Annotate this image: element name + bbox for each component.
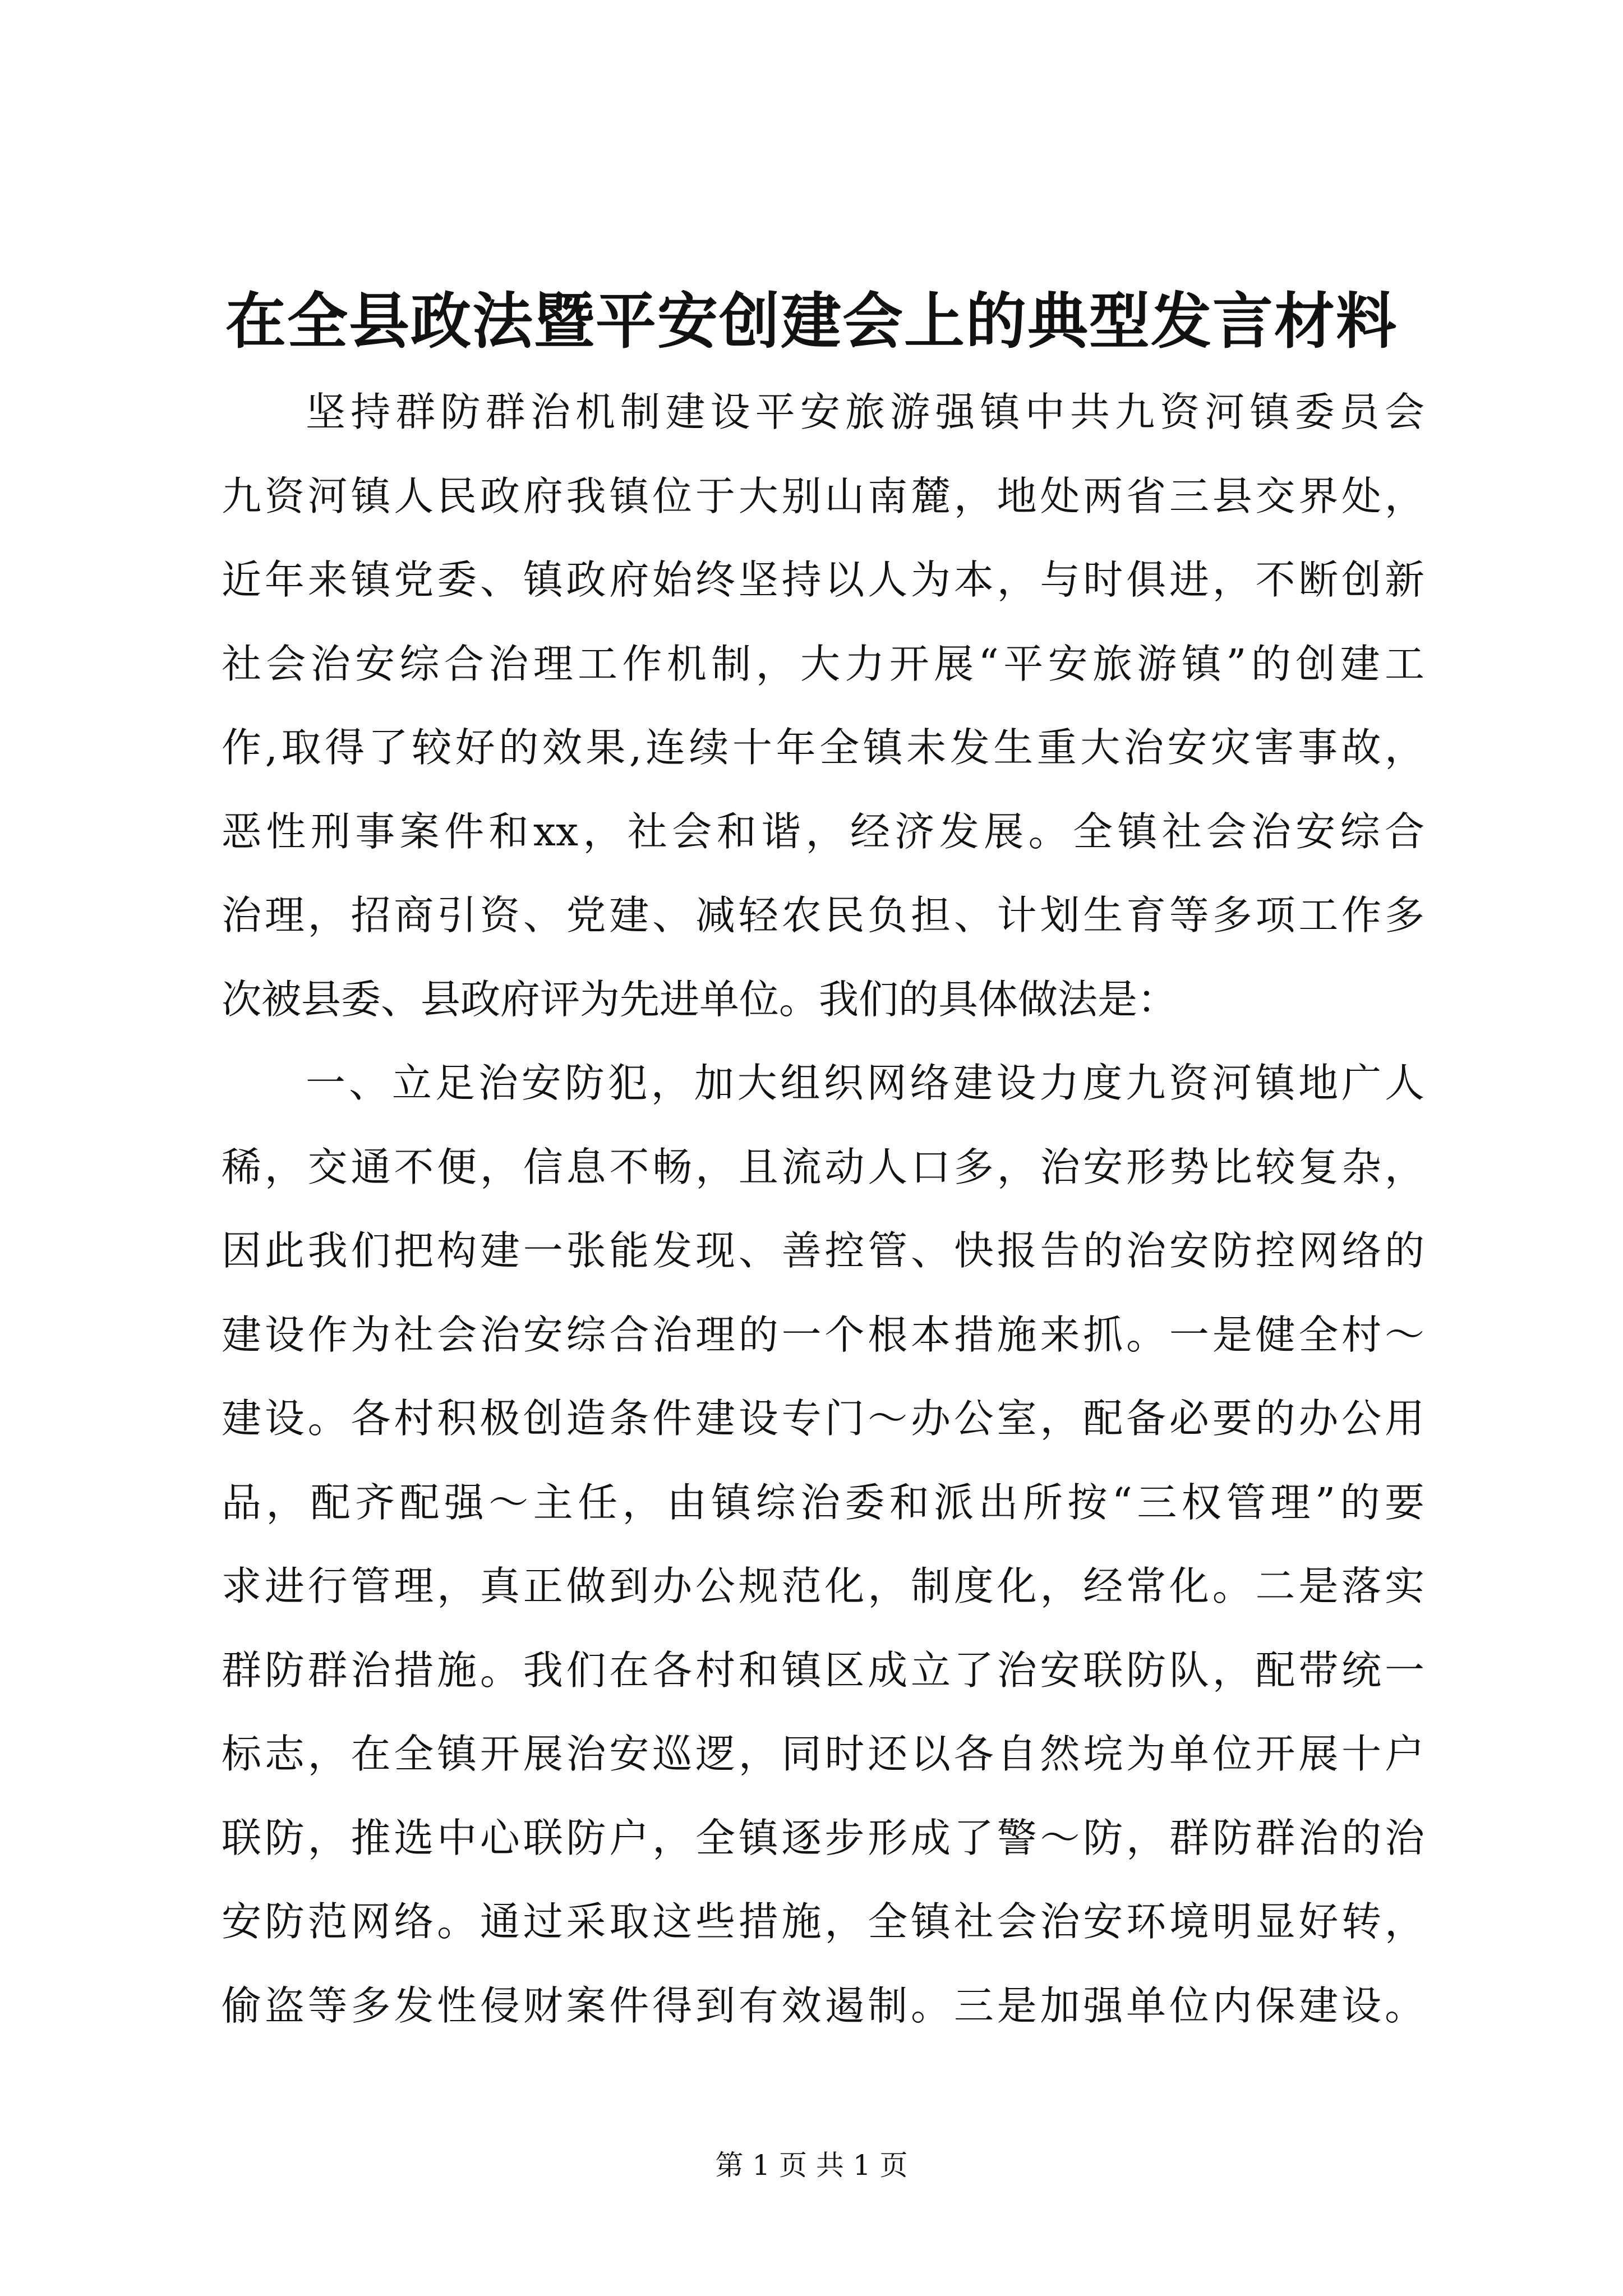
body-line: 恶性刑事案件和xx，社会和谐，经济发展。全镇社会治安综合 <box>222 808 1424 855</box>
body-line: 作,取得了较好的效果,连续十年全镇未发生重大治安灾害事故， <box>222 724 1424 771</box>
body-line: 标志，在全镇开展治安巡逻，同时还以各自然垸为单位开展十户 <box>222 1731 1424 1777</box>
body-line: 近年来镇党委、镇政府始终坚持以人为本，与时俱进，不断创新 <box>222 556 1424 603</box>
body-line: 建设作为社会治安综合治理的一个根本措施来抓。一是健全村～ <box>222 1311 1424 1358</box>
body-line: 偷盗等多发性侵财案件得到有效遏制。三是加强单位内保建设。 <box>222 1982 1424 2029</box>
body-line: 九资河镇人民政府我镇位于大别山南麓，地处两省三县交界处， <box>222 472 1424 519</box>
body-line: 安防范网络。通过采取这些措施，全镇社会治安环境明显好转， <box>222 1898 1424 1945</box>
body-line: 品，配齐配强～主任，由镇综治委和派出所按“三权管理”的要 <box>222 1479 1424 1526</box>
document-body <box>222 370 1424 2047</box>
body-line: 求进行管理，真正做到办公规范化，制度化，经常化。二是落实 <box>222 1563 1424 1609</box>
body-line: 群防群治措施。我们在各村和镇区成立了治安联防队，配带统一 <box>222 1646 1424 1694</box>
body-line: 一、立足治安防犯，加大组织网络建设力度九资河镇地广人 <box>306 1060 1424 1106</box>
body-line: 次被县委、县政府评为先进单位。我们的具体做法是： <box>222 976 1178 1023</box>
body-line: 稀，交通不便，信息不畅，且流动人口多，治安形势比较复杂， <box>222 1143 1424 1190</box>
body-line: 坚持群防群治机制建设平安旅游强镇中共九资河镇委员会 <box>306 389 1424 435</box>
body-line: 联防，推选中心联防户，全镇逐步形成了警～防，群防群治的治 <box>222 1814 1424 1861</box>
body-line: 社会治安综合治理工作机制，大力开展“平安旅游镇”的创建工 <box>222 640 1424 687</box>
body-line: 因此我们把构建一张能发现、善控管、快报告的治安防控网络的 <box>222 1227 1424 1274</box>
document-title: 在全县政法暨平安创建会上的典型发言材料 <box>225 286 1398 357</box>
body-line: 治理，招商引资、党建、减轻农民负担、计划生育等多项工作多 <box>222 892 1424 938</box>
page-footer: 第 1 页 共 1 页 <box>715 2149 908 2182</box>
body-line: 建设。各村积极创造条件建设专门～办公室，配备必要的办公用 <box>222 1395 1424 1442</box>
